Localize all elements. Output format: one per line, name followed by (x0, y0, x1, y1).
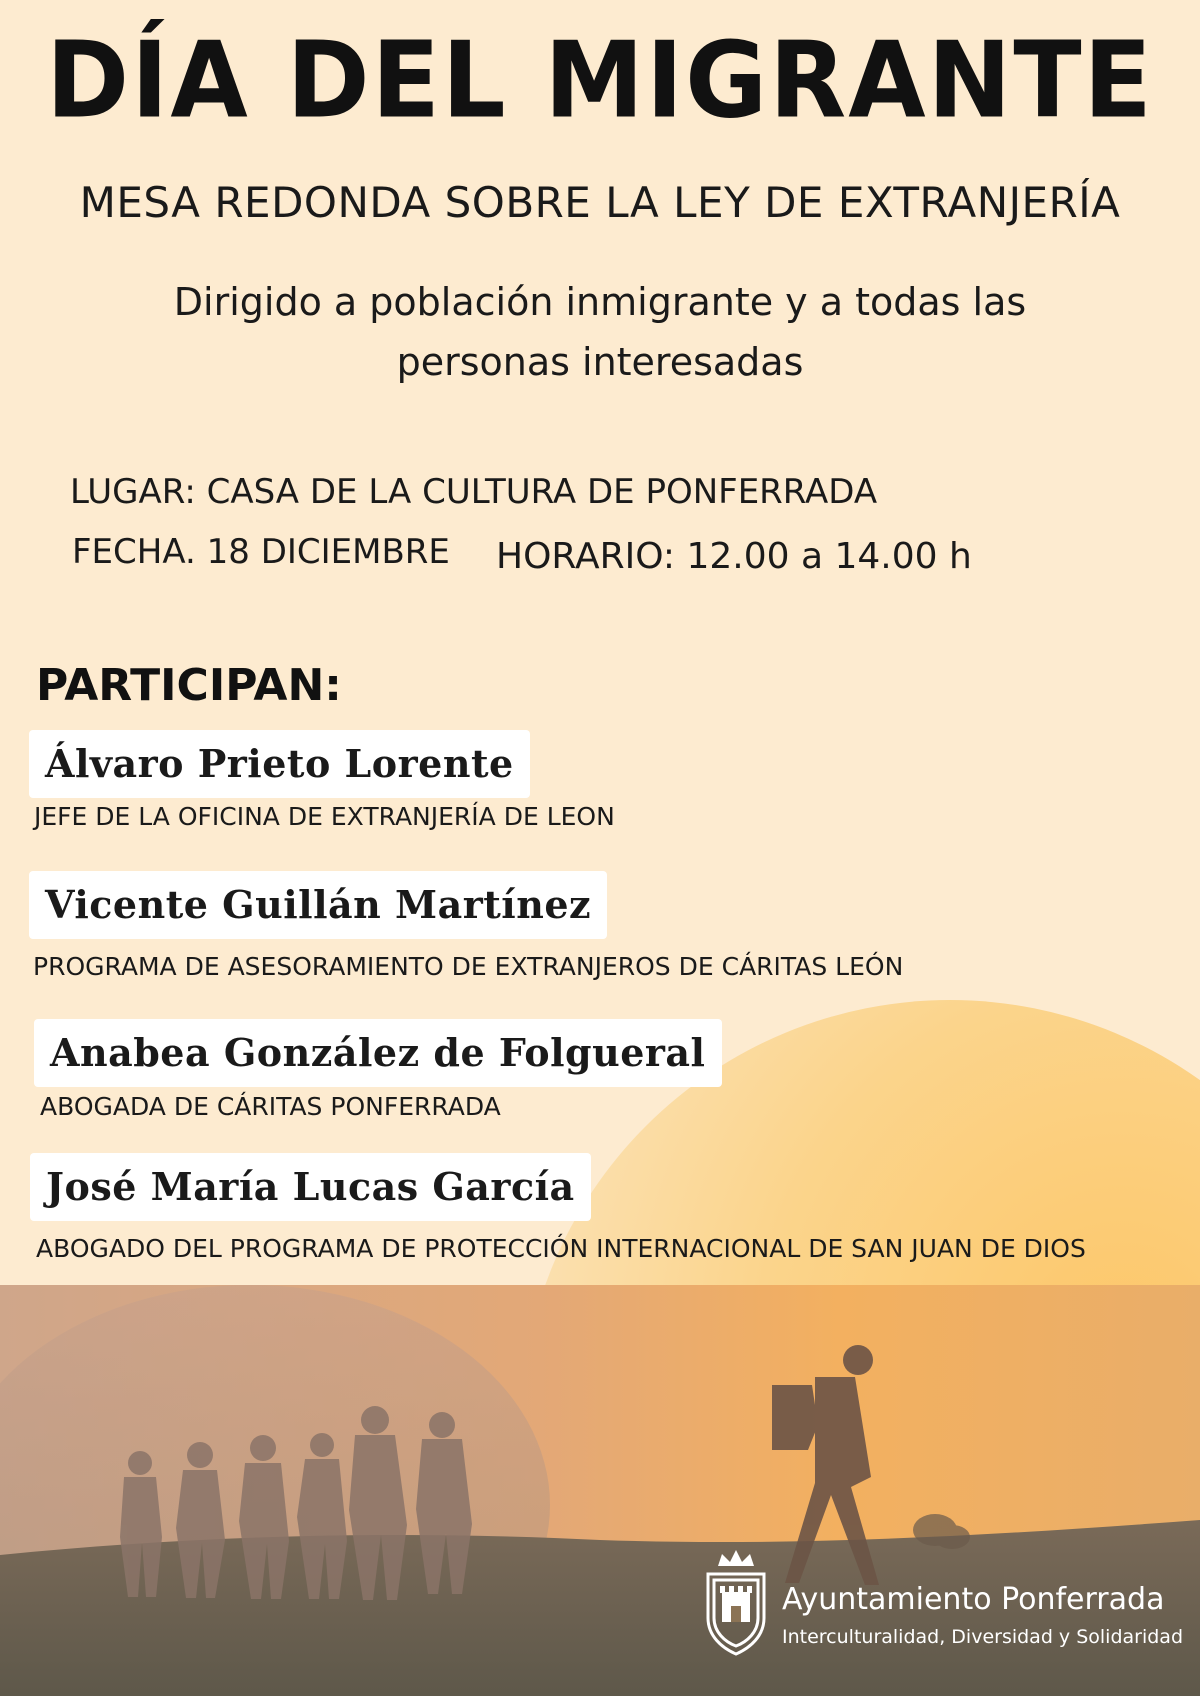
participant-role-1: JEFE DE LA OFICINA DE EXTRANJERÍA DE LEON (34, 802, 615, 831)
event-date: FECHA. 18 DICIEMBRE (72, 532, 450, 572)
event-location: LUGAR: CASA DE LA CULTURA DE PONFERRADA (70, 472, 878, 512)
page-subtitle: MESA REDONDA SOBRE LA LEY DE EXTRANJERÍA (79, 178, 1121, 227)
participant-name-1: Álvaro Prieto Lorente (29, 730, 530, 798)
org-department: Interculturalidad, Diversidad y Solidaridad (782, 1626, 1184, 1648)
audience-line-2: personas interesadas (396, 340, 804, 384)
audience-text (100, 272, 1100, 392)
participant-name-2: Vicente Guillán Martínez (29, 871, 607, 939)
participant-role-3: ABOGADA DE CÁRITAS PONFERRADA (40, 1092, 501, 1121)
event-time: HORARIO: 12.00 a 14.00 h (496, 536, 972, 577)
castle-crest-icon (700, 1548, 772, 1658)
page-title: DÍA DEL MIGRANTE (46, 19, 1154, 142)
org-name: Ayuntamiento Ponferrada (782, 1582, 1165, 1617)
audience-line-1: Dirigido a población inmigrante y a todas las (173, 280, 1027, 324)
participant-name-3: Anabea González de Folgueral (34, 1019, 722, 1087)
participant-role-4: ABOGADO DEL PROGRAMA DE PROTECCIÓN INTERNACIONAL DE SAN JUAN DE DIOS (36, 1234, 1086, 1263)
participant-name-4: José María Lucas García (30, 1153, 591, 1221)
participants-heading: PARTICIPAN: (36, 660, 342, 711)
participant-role-2: PROGRAMA DE ASESORAMIENTO DE EXTRANJEROS DE CÁRITAS LEÓN (33, 952, 904, 981)
